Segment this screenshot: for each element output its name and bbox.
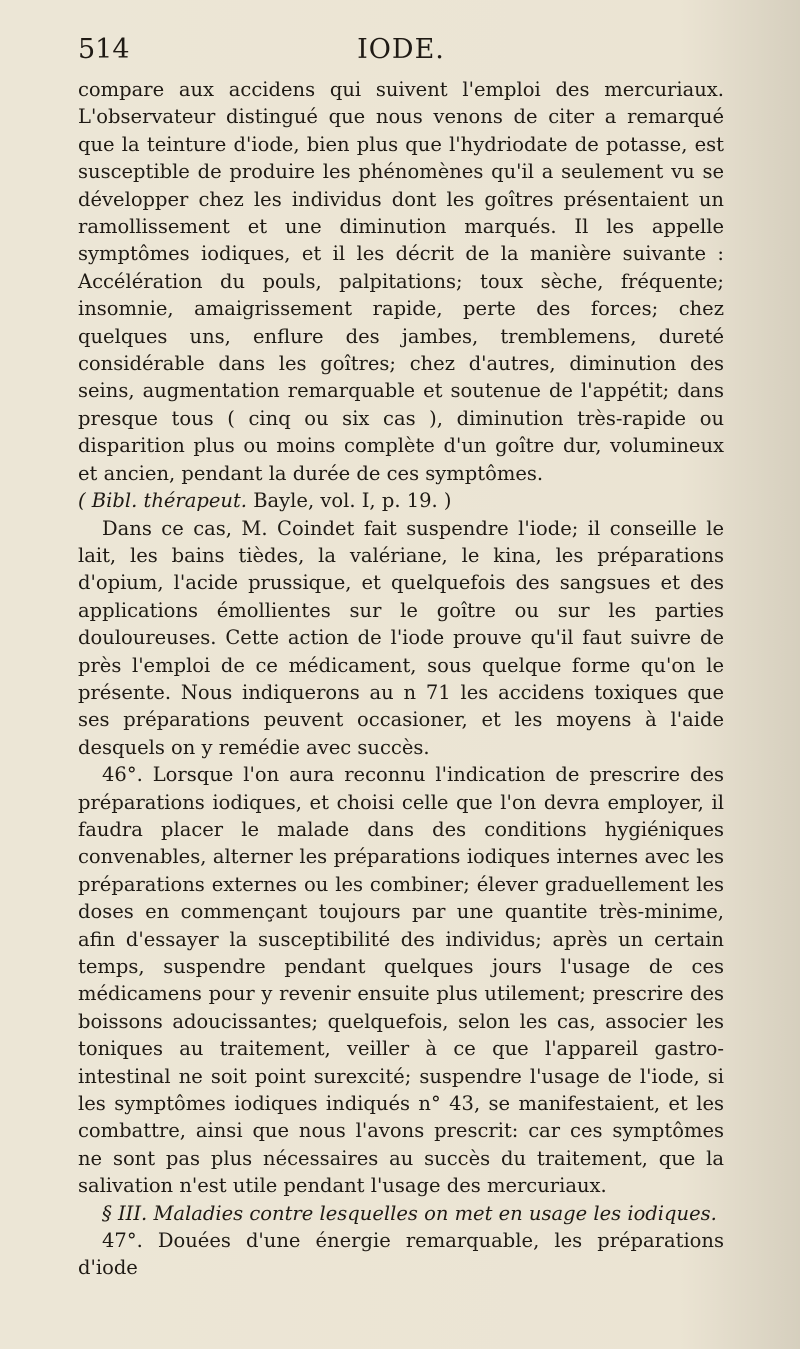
page-header [78,34,724,74]
paragraph-46: 46°. Lorsque l'on aura reconnu l'indication de prescrire des préparations iodiques, et choisi celle que l'on devra employer, il faudra placer le malade dans des conditions hygiéniques convenables, alterner les préparations iodiques internes avec les préparations externes ou les combiner; élever graduellement les doses en commençant toujours par une quantite très-minime, afin d'essayer la susceptibilité des individus; après un certain temps, suspendre pendant quelques jours l'usage de ces médicamens pour y revenir ensuite plus utilement; prescrire des boissons adoucissantes; quelquefois, selon les cas, associer les toniques au traitement, veiller à ce que l'appareil gastro-intestinal ne soit point surexcité; suspendre l'usage de l'iode, si les symptômes iodiques indiqués n° 43, se manifestaient, et les combattre, ainsi que nous l'avons prescrit: car ces symptômes ne sont pas plus nécessaires au succès du traitement, que la salivation n'est utile pendant l'usage des mercuriaux. [78,763,724,1198]
bibliographic-reference: Bayle, vol. I, p. 19. ) [247,489,452,513]
paragraph-2: Dans ce cas, M. Coindet fait suspendre l'iode; il conseille le lait, les bains tièdes, la valériane, le kina, les préparations d'opium, l'acide prussique, et quelquefois des sangsues et des applications émollientes sur le goître ou sur les parties douloureuses. Cette action de l'iode prouve qu'il faut suivre de près l'emploi de ce médicament, sous quelque forme qu'on le présente. Nous indiquerons au n 71 les accidens toxiques que ses préparations peuvent occasioner, et les moyens à l'aide desquels on y remédie avec succès. [78,516,724,759]
paragraph-continued [78,76,724,515]
running-title: IODE. [357,34,445,65]
page-number: 514 [78,34,130,65]
section-heading: § III. Maladies contre lesquelles on met en usage les iodiques. [102,1201,717,1225]
page-body [78,76,724,1282]
paragraph-1-text: compare aux accidens qui suivent l'emploi des mercuriaux. L'observateur distingué que nous venons de citer a remarqué que la teinture d'iode, bien plus que l'hydriodate de potasse, est susceptible de produire les phénomènes qu'il a seulement vu se développer chez les individus dont les goîtres présentaient un ramollissement et une diminution marqués. Il les appelle symptômes iodiques, et il les décrit de la manière suivante : Accélération du pouls, palpitations; toux sèche, fréquente; insomnie, amaigrissement rapide, perte des forces; chez quelques uns, enflure des jambes, tremblemens, dureté considérable dans les goîtres; chez d'autres, diminution des seins, augmentation remarquable et soutenue de l'appétit; dans presque tous ( cinq ou six cas ), diminution très-rapide ou disparition plus ou moins complète d'un goître dur, volumineux et ancien, pendant la durée de ces symptômes. [78,78,724,485]
paragraph-47: 47°. Douées d'une énergie remarquable, les préparations d'iode [78,1229,724,1280]
bibliographic-reference-italic: ( Bibl. thérapeut. [78,489,247,513]
